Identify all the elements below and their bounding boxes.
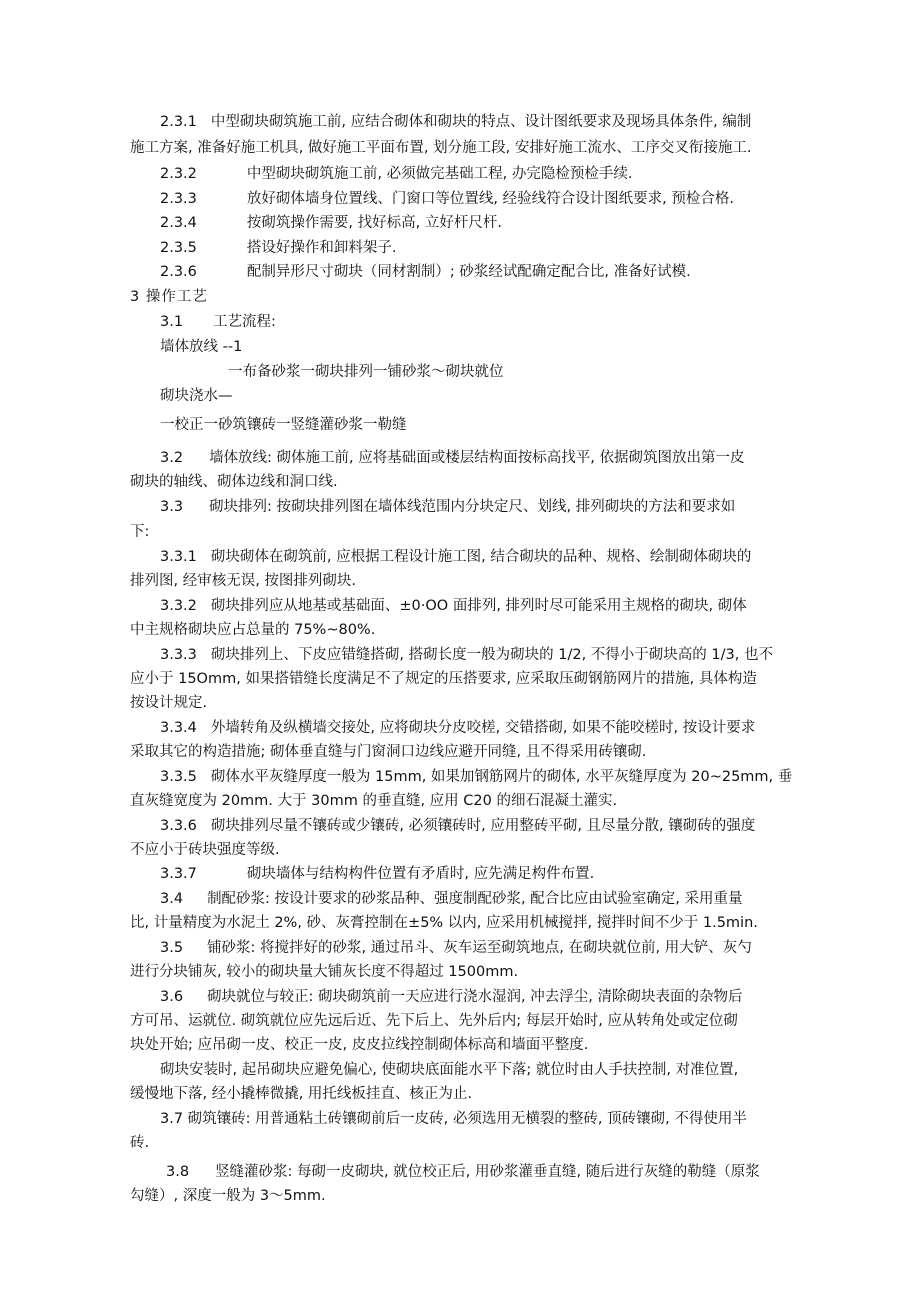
flow-text: 墙体放线 --1 [160,339,243,355]
para-3-3-2-line1 [160,596,747,616]
clause-text: 进行分块铺灰, 较小的砌块量大铺灰长度不得超过 1500mm. [130,964,519,980]
clause-text: 中型砌块砌筑施工前, 应结合砌体和砌块的特点、设计图纸要求及现场具体条件, 编制 [210,114,752,130]
clause-text: 外墙转角及纵横墙交接处, 应将砌块分皮咬槎, 交错搭砌, 如果不能咬槎时, 按设计要求 [210,720,756,736]
clause-number: 2.3.1 [160,114,197,130]
clause-number: 3.3 [160,499,184,515]
para-3-3-line1 [160,497,735,517]
clause-text: 竖缝灌砂浆: 每砌一皮砌块, 就位校正后, 用砂浆灌垂直缝, 随后进行灰缝的勒缝（原浆 [215,1164,760,1180]
clause-text: 中型砌块砌筑施工前, 必须做完基础工程, 办完隐检预检手续. [246,166,633,182]
clause-text: 施工方案, 准备好施工机具, 做好施工平面布置, 划分施工段, 安排好施工流水、工序交叉衔接施工. [130,140,752,156]
clause-text: 砌块墙体与结构构件位置有矛盾时, 应先满足构件布置. [246,866,595,882]
clause-text: 砖. [130,1135,150,1151]
para-3-6-line1 [160,987,743,1007]
clause-text: 块处开始; 应吊砌一皮、校正一皮, 皮皮拉线控制砌体标高和墙面平整度. [130,1037,589,1053]
clause-number: 3.3.5 [160,769,197,785]
clause-text: 砌块排列上、下皮应错缝搭砌, 搭砌长度一般为砌块的 1/2, 不得小于砌块高的 1/3, 也不 [210,647,773,663]
clause-text: 不应小于砖块强度等级. [130,842,280,858]
flow-line-1 [160,337,242,357]
para-3-6-line4 [160,1060,738,1080]
section-heading-3 [130,287,208,307]
clause-text: 砌块排列尽量不镶砖或少镶砖, 必须镶砖时, 应用整砖平砌, 且尽量分散, 镶砌砖的强度 [210,818,756,834]
para-2-3-2 [160,164,632,184]
flow-line-3 [160,386,233,406]
section-title: 3 操作工艺 [130,289,208,305]
clause-text: 铺砂浆: 将搅拌好的砂浆, 通过吊斗、灰车运至砌筑地点, 在砌块就位前, 用大铲、灰勺 [207,940,752,956]
clause-number: 3.3.3 [160,647,197,663]
clause-text: 排列图, 经审核无误, 按图排列砌块. [130,573,357,589]
para-3-3-6-line2 [130,840,280,860]
clause-text: 砌块排列应从地基或基础面、±0·OO 面排列, 排列时尽可能采用主规格的砌块, 砌体 [210,598,747,614]
para-3-7-line2 [130,1133,149,1153]
clause-number: 2.3.6 [160,264,197,280]
para-3-3-3-line3 [130,693,207,713]
clause-text: 勾缝）, 深度一般为 3～5mm. [130,1188,326,1204]
para-3-8-line2 [130,1186,326,1206]
para-3-3-5-line2 [130,791,617,811]
para-3-6-line2 [130,1011,738,1031]
clause-number: 3.3.1 [160,549,197,565]
clause-text: 砌块安装时, 起吊砌块应避免偏心, 使砌块底面能水平下落; 就位时由人手扶控制, 对准位置, [160,1062,739,1078]
para-3-3-3-line2 [130,669,757,689]
clause-number: 2.3.4 [160,215,197,231]
clause-text: 砌块砌体在砌筑前, 应根据工程设计施工图, 结合砌块的品种、规格、绘制砌体砌块的 [210,549,752,565]
para-3-6-line3 [130,1035,588,1055]
clause-text: 配制异形尺寸砌块（同材割制）; 砂浆经试配确定配合比, 准备好试模. [246,264,691,280]
clause-text: 砌体水平灰缝厚度一般为 15mm, 如果加钢筋网片的砌体, 水平灰缝厚度为 20~25mm, 垂 [210,769,793,785]
clause-text: 搭设好操作和卸料架子. [246,240,397,256]
clause-text: 砌块排列: 按砌块排列图在墙体线范围内分块定尺、划线, 排列砌块的方法和要求如 [209,499,736,515]
para-3-3-4-line2 [130,742,646,762]
para-3-2-line2 [130,472,338,492]
clause-number: 3.2 [160,450,184,466]
para-2-3-1-line2 [130,138,751,158]
clause-text: 中主规格砌块应占总量的 75%~80%. [130,622,376,638]
clause-number: 2.3.5 [160,240,197,256]
para-2-3-3 [160,189,734,209]
clause-text: 应小于 15Omm, 如果搭错缝长度满足不了规定的压搭要求, 应采取压砌钢筋网片的措施, 具体构造 [130,671,757,687]
clause-text: 放好砌体墙身位置线、门窗口等位置线, 经验线符合设计图纸要求, 预检合格. [246,191,734,207]
para-2-3-6 [160,262,691,282]
para-3-3-6-line1 [160,816,755,836]
para-3-6-line5 [130,1084,472,1104]
para-3-1 [160,312,276,332]
clause-number: 3.4 [160,891,184,907]
para-2-3-4 [160,213,502,233]
clause-text: 墙体放线: 砌体施工前, 应将基础面或楼层结构面按标高找平, 依据砌筑图放出第一皮 [209,450,745,466]
para-2-3-5 [160,238,397,258]
clause-text: 比, 计量精度为水泥土 2%, 砂、灰膏控制在±5% 以内, 应采用机械搅拌, 搅拌时间不少于 1.5min. [130,915,758,931]
clause-text: 工艺流程: [213,314,276,330]
clause-text: 砌块的轴线、砌体边线和洞口线. [130,474,338,490]
para-3-3-1-line2 [130,571,356,591]
flow-text: 一校正一砂筑镶砖一竖缝灌砂浆一勒缝 [160,417,407,433]
para-3-8-line1 [166,1162,760,1182]
flow-text: 一布备砂浆一砌块排列一铺砂浆～砌块就位 [228,364,504,380]
para-3-3-3-line1 [160,645,773,665]
clause-number: 3.3.6 [160,818,197,834]
clause-text: 3.7 砌筑镶砖: 用普通粘土砖镶砌前后一皮砖, 必须选用无横裂的整砖, 顶砖镶砌, 不得使用半 [160,1111,747,1127]
clause-number: 3.8 [166,1164,190,1180]
clause-text: 制配砂浆: 按设计要求的砂浆品种、强度制配砂浆, 配合比应由试验室确定, 采用重量 [207,891,743,907]
clause-number: 3.3.4 [160,720,197,736]
clause-text: 方可吊、运就位. 砌筑就位应先远后近、先下后上、先外后内; 每层开始时, 应从转角处或定位砌 [130,1013,738,1029]
clause-number: 3.1 [160,314,184,330]
para-3-4-line2 [130,913,758,933]
clause-text: 砌块就位与较正: 砌块砌筑前一天应进行浇水湿润, 冲去浮尘, 清除砌块表面的杂物后 [207,989,743,1005]
clause-text: 采取其它的构造措施; 砌体垂直缝与门窗洞口边线应避开同缝, 且不得采用砖镶砌. [130,744,647,760]
flow-line-2 [228,362,504,382]
para-3-3-1-line1 [160,547,751,567]
para-3-3-4-line1 [160,718,755,738]
flow-line-4 [160,415,407,435]
clause-text: 按砌筑操作需要, 找好标高, 立好杆尺杆. [246,215,502,231]
clause-text: 缓慢地下落, 经小撬棒微撬, 用托线板挂直、核正为止. [130,1086,473,1102]
para-3-3-7 [160,864,594,884]
clause-number: 3.5 [160,940,184,956]
para-3-4-line1 [160,889,743,909]
flow-text: 砌块浇水— [160,388,233,404]
clause-text: 下: [130,524,150,540]
clause-number: 2.3.3 [160,191,197,207]
clause-text: 按设计规定. [130,695,208,711]
para-3-2-line1 [160,448,745,468]
para-2-3-1-line1 [160,112,751,132]
clause-number: 3.3.7 [160,866,197,882]
clause-text: 直灰缝宽度为 20mm. 大于 30mm 的垂直缝, 应用 C20 的细石混凝土灌实. [130,793,618,809]
para-3-3-line2 [130,522,149,542]
clause-number: 3.6 [160,989,184,1005]
para-3-7-line1 [160,1109,747,1129]
clause-number: 2.3.2 [160,166,197,182]
para-3-5-line1 [160,938,752,958]
clause-number: 3.3.2 [160,598,197,614]
para-3-3-5-line1 [160,767,792,787]
para-3-3-2-line2 [130,620,375,640]
para-3-5-line2 [130,962,518,982]
